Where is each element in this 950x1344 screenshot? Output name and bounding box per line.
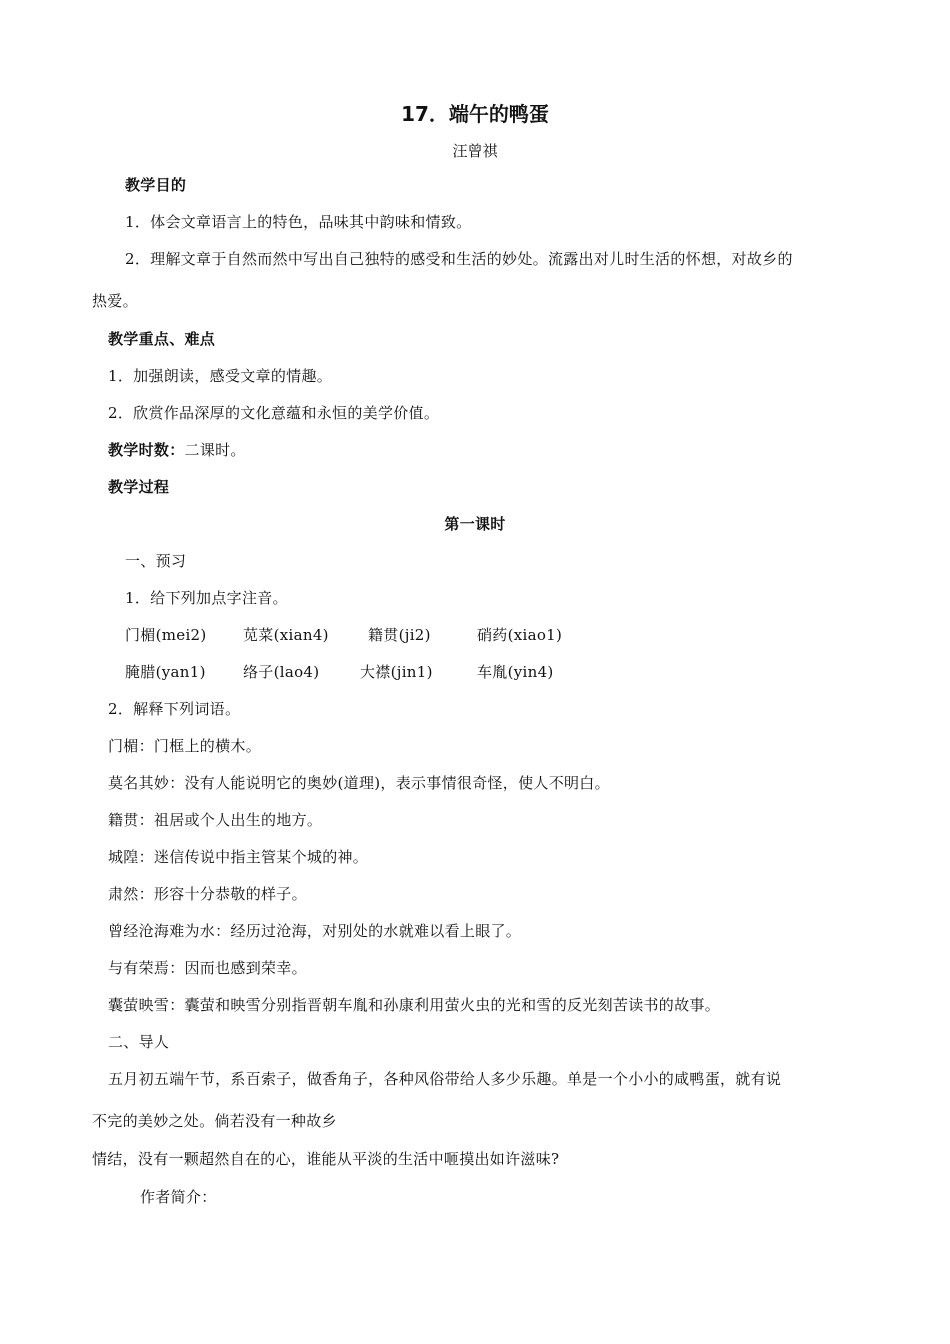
- teaching-hours-label: 教学时数：: [108, 441, 185, 459]
- pinyin-item: 硝药(xiao1): [477, 626, 563, 644]
- term-definition: 门楣：门框上的横木。: [108, 737, 262, 755]
- pinyin-item: 门楣(mei2): [125, 626, 207, 644]
- objective-item-continued: 热爱。: [92, 292, 138, 310]
- term-definition: 囊萤映雪：囊萤和映雪分别指晋朝车胤和孙康利用萤火虫的光和雪的反光刻苦读书的故事。: [108, 996, 721, 1014]
- teaching-hours-value: 二课时。: [184, 441, 246, 459]
- intro-heading: 二、导人: [108, 1033, 170, 1051]
- pinyin-item: 络子(lao4): [243, 663, 320, 681]
- pinyin-item: 苋菜(xian4): [243, 626, 329, 644]
- pinyin-item: 车胤(yin4): [477, 663, 554, 681]
- pinyin-item: 大襟(jin1): [360, 663, 433, 681]
- intro-paragraph-line: 情结，没有一颗超然自在的心，谁能从平淡的生活中咂摸出如许滋味?: [92, 1150, 560, 1168]
- preview-task-terms: 2．解释下列词语。: [108, 700, 241, 718]
- document-title: 17．端午的鸭蛋: [401, 102, 549, 126]
- preview-heading: 一、预习: [125, 552, 187, 570]
- process-heading: 教学过程: [108, 478, 170, 496]
- lesson-one-heading: 第一课时: [444, 515, 506, 533]
- objective-item: 1．体会文章语言上的特色，品味其中韵味和情致。: [125, 213, 472, 231]
- intro-paragraph-line: 五月初五端午节，系百索子，做香角子，各种风俗带给人多少乐趣。单是一个小小的咸鸭蛋，就有说: [108, 1070, 782, 1088]
- term-definition: 曾经沧海难为水：经历过沧海，对别处的水就难以看上眼了。: [108, 922, 522, 940]
- objectives-heading: 教学目的: [125, 176, 187, 194]
- pinyin-item: 籍贯(ji2): [368, 626, 431, 644]
- term-definition: 与有荣焉：因而也感到荣幸。: [108, 959, 307, 977]
- key-points-heading: 教学重点、难点: [108, 330, 216, 348]
- objective-item: 2．理解文章于自然而然中写出自己独特的感受和生活的妙处。流露出对儿时生活的怀想，对故乡的: [125, 250, 793, 268]
- intro-paragraph-line: 不完的美妙之处。倘若没有一种故乡: [92, 1112, 337, 1130]
- pinyin-item: 腌腊(yan1): [125, 663, 206, 681]
- term-definition: 籍贯：祖居或个人出生的地方。: [108, 811, 323, 829]
- term-definition: 莫名其妙：没有人能说明它的奥妙(道理)，表示事情很奇怪，使人不明白。: [108, 774, 610, 792]
- key-point-item: 2．欣赏作品深厚的文化意蕴和永恒的美学价值。: [108, 404, 440, 422]
- term-definition: 肃然：形容十分恭敬的样子。: [108, 885, 307, 903]
- author-name: 汪曾祺: [452, 142, 498, 160]
- key-point-item: 1．加强朗读，感受文章的情趣。: [108, 367, 333, 385]
- term-definition: 城隍：迷信传说中指主管某个城的神。: [108, 848, 369, 866]
- teaching-hours: [108, 439, 246, 461]
- preview-task-pinyin: 1．给下列加点字注音。: [125, 589, 288, 607]
- author-intro-heading: 作者简介：: [140, 1188, 217, 1206]
